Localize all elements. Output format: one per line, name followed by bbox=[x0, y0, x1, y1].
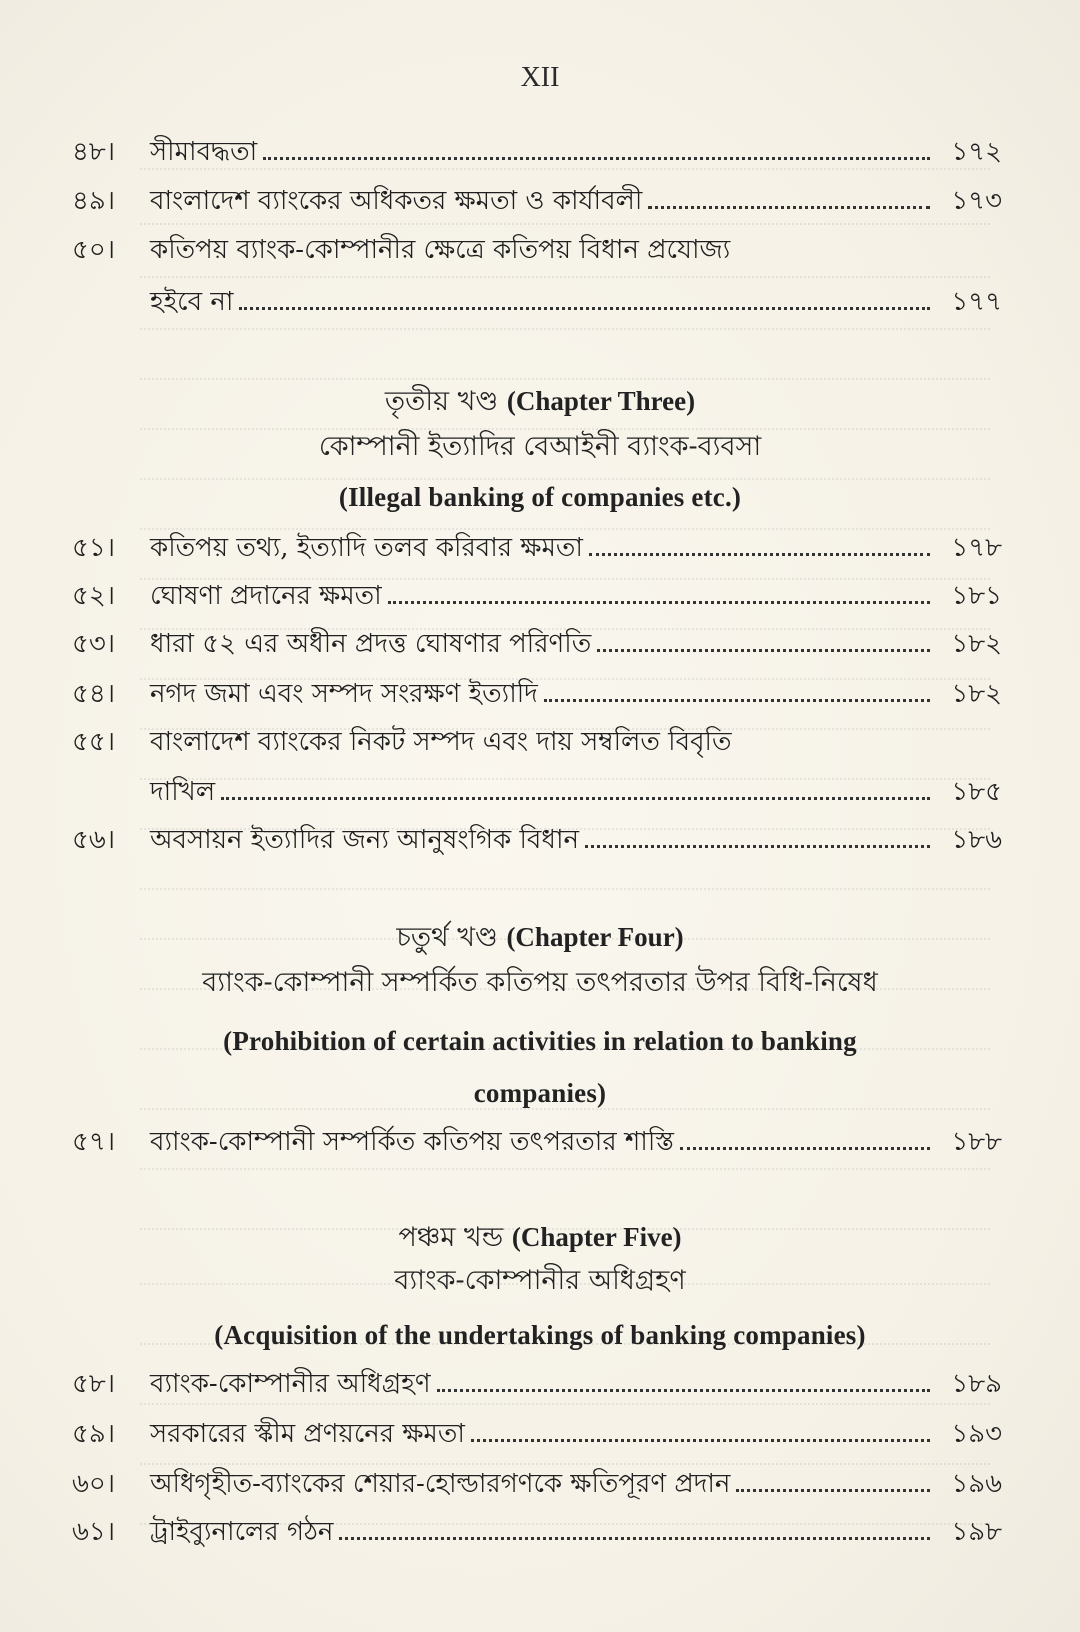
page-ref: ১৮৬ bbox=[951, 825, 1002, 855]
section-title: কতিপয় ব্যাংক-কোম্পানীর ক্ষেত্রে কতিপয় বিধান প্রযোজ্য bbox=[150, 235, 731, 265]
page-ref: ১৮৯ bbox=[951, 1369, 1002, 1399]
toc-entry-49[interactable] bbox=[72, 183, 1002, 219]
chapter-label-en: (Chapter Four) bbox=[506, 922, 684, 952]
section-title: ট্রাইব্যুনালের গঠন bbox=[150, 1517, 334, 1547]
chapter-three-title-en: (Illegal banking of companies etc.) bbox=[338, 482, 742, 512]
section-number: ৫৩। bbox=[72, 629, 116, 659]
section-number: ৫১। bbox=[72, 533, 116, 563]
chapter-three-label bbox=[0, 382, 1080, 421]
section-number: ৫৮। bbox=[72, 1369, 116, 1399]
section-title: অবসায়ন ইত্যাদির জন্য আনুষংগিক বিধান bbox=[150, 825, 580, 855]
page-ref: ১৭৮ bbox=[951, 533, 1002, 563]
chapter-label-en: (Chapter Five) bbox=[511, 1222, 682, 1252]
dot-leader bbox=[471, 1438, 930, 1442]
section-number: ৫৬। bbox=[72, 825, 116, 855]
dot-leader bbox=[388, 600, 930, 604]
dot-leader bbox=[544, 698, 930, 702]
section-title: ধারা ৫২ এর অধীন প্রদত্ত ঘোষণার পরিণতি bbox=[150, 629, 592, 659]
toc-entry-59[interactable] bbox=[72, 1416, 1002, 1452]
roman-page-number: XII bbox=[520, 62, 560, 93]
chapter-label-bn: তৃতীয় খণ্ড bbox=[384, 386, 499, 417]
toc-entry-56[interactable] bbox=[72, 822, 1002, 858]
section-title-continuation: হইবে না bbox=[150, 287, 234, 317]
chapter-four-title-en-line1: (Prohibition of certain activities in relation to banking bbox=[223, 1026, 857, 1056]
section-title: বাংলাদেশ ব্যাংকের অধিকতর ক্ষমতা ও কার্যাবলী bbox=[150, 186, 643, 216]
section-title: কতিপয় তথ্য, ইত্যাদি তলব করিবার ক্ষমতা bbox=[150, 533, 583, 563]
chapter-five-title-bn: ব্যাংক-কোম্পানীর অধিগ্রহণ bbox=[394, 1265, 686, 1296]
toc-entry-52[interactable] bbox=[72, 578, 1002, 614]
dot-leader bbox=[339, 1536, 930, 1540]
section-title: সরকারের স্কীম প্রণয়নের ক্ষমতা bbox=[150, 1419, 465, 1449]
section-number: ৪৯। bbox=[72, 186, 116, 216]
page-ref: ১৭৭ bbox=[951, 287, 1002, 317]
chapter-four-title-en-line2: companies) bbox=[473, 1078, 607, 1108]
toc-entry-55-continuation[interactable] bbox=[150, 774, 1002, 810]
section-number: ৫৫। bbox=[72, 727, 116, 757]
dot-leader bbox=[597, 648, 930, 652]
toc-entry-54[interactable] bbox=[72, 676, 1002, 712]
dot-leader bbox=[585, 844, 930, 848]
dot-leader bbox=[437, 1388, 930, 1392]
chapter-four-title-bn: ব্যাংক-কোম্পানী সম্পর্কিত কতিপয় তৎপরতার উপর বিধি-নিষেধ bbox=[202, 967, 878, 998]
section-title: ঘোষণা প্রদানের ক্ষমতা bbox=[150, 581, 382, 611]
section-number: ৫৯। bbox=[72, 1419, 116, 1449]
toc-entry-61[interactable] bbox=[72, 1514, 1002, 1550]
chapter-four-label bbox=[0, 918, 1080, 957]
toc-entry-51[interactable] bbox=[72, 530, 1002, 566]
section-number: ৬০। bbox=[72, 1469, 116, 1499]
section-title: নগদ জমা এবং সম্পদ সংরক্ষণ ইত্যাদি bbox=[150, 679, 538, 709]
dot-leader bbox=[263, 156, 930, 160]
dot-leader bbox=[680, 1146, 930, 1150]
dot-leader bbox=[648, 205, 930, 209]
chapter-three-title-bn: কোম্পানী ইত্যাদির বেআইনী ব্যাংক-ব্যবসা bbox=[318, 431, 762, 462]
page-ref: ১৯৬ bbox=[951, 1469, 1002, 1499]
section-title: বাংলাদেশ ব্যাংকের নিকট সম্পদ এবং দায় সম্বলিত বিবৃতি bbox=[150, 727, 732, 757]
toc-entry-50-continuation[interactable] bbox=[150, 284, 1002, 320]
chapter-label-bn: পঞ্চম খন্ড bbox=[398, 1222, 504, 1253]
page-ref: ১৮৫ bbox=[951, 777, 1002, 807]
chapter-five-title-en: (Acquisition of the undertakings of banking companies) bbox=[214, 1320, 866, 1350]
page-ref: ১৭৩ bbox=[951, 186, 1002, 216]
section-title: অধিগৃহীত-ব্যাংকের শেয়ার-হোল্ডারগণকে ক্ষতিপূরণ প্রদান bbox=[150, 1469, 731, 1499]
toc-entry-53[interactable] bbox=[72, 626, 1002, 662]
dot-leader bbox=[221, 796, 930, 800]
section-number: ৬১। bbox=[72, 1517, 116, 1547]
page-ref: ১৯৩ bbox=[951, 1419, 1002, 1449]
section-number: ৫৪। bbox=[72, 679, 116, 709]
toc-entry-57[interactable] bbox=[72, 1124, 1002, 1160]
page-ref: ১৯৮ bbox=[951, 1517, 1002, 1547]
dot-leader bbox=[239, 306, 930, 310]
page-ref: ১৮৮ bbox=[951, 1127, 1002, 1157]
toc-entry-48[interactable] bbox=[72, 134, 1002, 170]
section-title: ব্যাংক-কোম্পানীর অধিগ্রহণ bbox=[150, 1369, 431, 1399]
section-number: ৪৮। bbox=[72, 137, 116, 167]
toc-entry-60[interactable] bbox=[72, 1466, 1002, 1502]
section-number: ৫৭। bbox=[72, 1127, 116, 1157]
dot-leader bbox=[736, 1488, 930, 1492]
section-title: ব্যাংক-কোম্পানী সম্পর্কিত কতিপয় তৎপরতার শাস্তি bbox=[150, 1127, 674, 1157]
page-ref: ১৮২ bbox=[951, 679, 1002, 709]
page-ref: ১৮২ bbox=[951, 629, 1002, 659]
toc-entry-50[interactable] bbox=[72, 232, 1002, 268]
chapter-label-bn: চতুর্থ খণ্ড bbox=[396, 922, 498, 953]
toc-entry-55[interactable] bbox=[72, 724, 1002, 760]
section-number: ৫০। bbox=[72, 235, 116, 265]
section-number: ৫২। bbox=[72, 581, 116, 611]
dot-leader bbox=[589, 552, 930, 556]
chapter-label-en: (Chapter Three) bbox=[506, 386, 696, 416]
page-ref: ১৮১ bbox=[951, 581, 1002, 611]
page-ref: ১৭২ bbox=[951, 137, 1002, 167]
section-title-continuation: দাখিল bbox=[150, 777, 216, 807]
section-title: সীমাবদ্ধতা bbox=[150, 137, 258, 167]
toc-entry-58[interactable] bbox=[72, 1366, 1002, 1402]
chapter-five-label bbox=[0, 1218, 1080, 1257]
